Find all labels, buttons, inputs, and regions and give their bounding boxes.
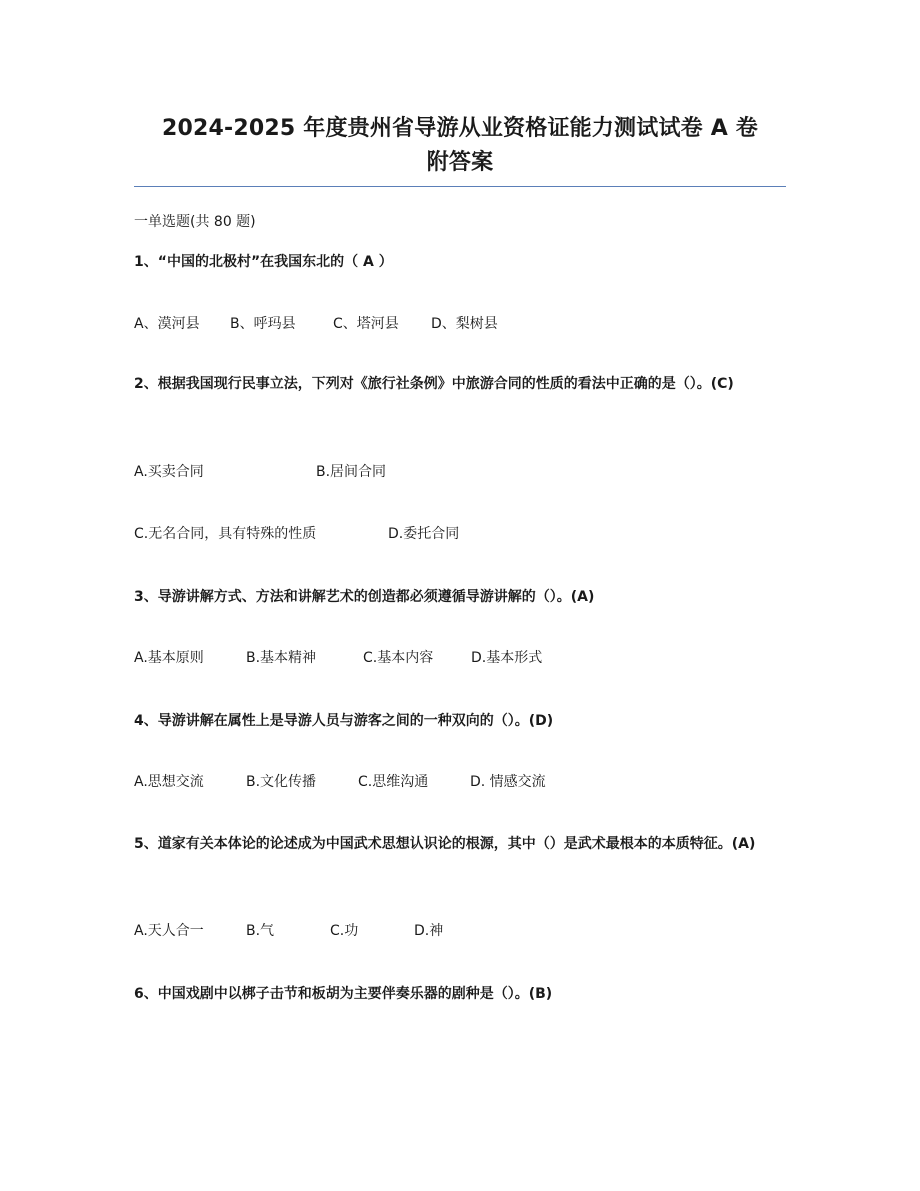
title-divider <box>134 186 786 187</box>
q2-option-d: D.委托合同 <box>388 526 460 542</box>
q1-option-c: C、塔河县 <box>333 316 399 332</box>
q1-option-a: A、漠河县 <box>134 316 200 332</box>
question-2-options-row-1 <box>134 462 386 482</box>
q1-option-d: D、梨树县 <box>431 316 498 332</box>
q4-option-d: D. 情感交流 <box>470 774 546 790</box>
question-1-options <box>134 314 498 334</box>
q5-option-b: B.气 <box>246 923 275 939</box>
q3-option-b: B.基本精神 <box>246 650 317 666</box>
q2-option-c: C.无名合同，具有特殊的性质 <box>134 526 317 542</box>
q4-option-a: A.思想交流 <box>134 774 204 790</box>
q5-option-d: D.神 <box>414 923 444 939</box>
q4-option-b: B.文化传播 <box>246 774 317 790</box>
q3-option-d: D.基本形式 <box>471 650 543 666</box>
q1-option-b: B、呼玛县 <box>230 316 296 332</box>
title-line-2: 附答案 <box>426 150 494 175</box>
question-3-options <box>134 648 542 668</box>
q5-option-c: C.功 <box>330 923 359 939</box>
question-3-stem: 3、导游讲解方式、方法和讲解艺术的创造都必须遵循导游讲解的（）。(A) <box>134 589 595 605</box>
question-2-options-row-2 <box>134 524 459 544</box>
q3-option-a: A.基本原则 <box>134 650 204 666</box>
question-2-stem: 2、根据我国现行民事立法，下列对《旅行社条例》中旅游合同的性质的看法中正确的是（）。(C) <box>134 376 734 392</box>
document-title <box>134 112 786 180</box>
q3-option-c: C.基本内容 <box>363 650 434 666</box>
section-heading: 一单选题(共 80 题) <box>134 214 256 230</box>
q2-option-b: B.居间合同 <box>316 464 387 480</box>
question-4-stem: 4、导游讲解在属性上是导游人员与游客之间的一种双向的（）。(D) <box>134 713 554 729</box>
q5-option-a: A.天人合一 <box>134 923 204 939</box>
question-4-options <box>134 772 546 792</box>
question-5-stem: 5、道家有关本体论的论述成为中国武术思想认识论的根源，其中（）是武术最根本的本质特征。(A) <box>134 836 756 852</box>
title-line-1: 2024-2025 年度贵州省导游从业资格证能力测试试卷 A 卷 <box>162 116 758 141</box>
question-6-stem: 6、中国戏剧中以梆子击节和板胡为主要伴奏乐器的剧种是（）。(B) <box>134 986 553 1002</box>
question-1-stem: 1、“中国的北极村”在我国东北的（ A ） <box>134 254 393 270</box>
q4-option-c: C.思维沟通 <box>358 774 429 790</box>
question-5-options <box>134 921 443 941</box>
q2-option-a: A.买卖合同 <box>134 464 204 480</box>
